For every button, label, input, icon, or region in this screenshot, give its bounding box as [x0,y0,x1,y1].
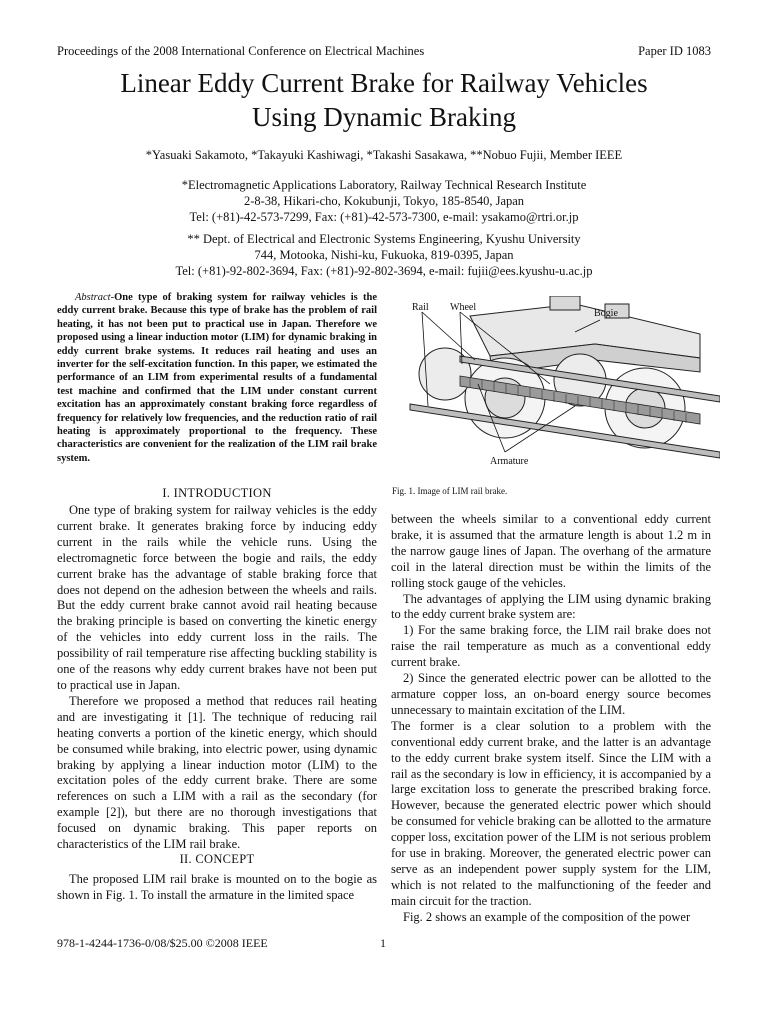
paper-title [0,66,768,134]
copyright-footer: 978-1-4244-1736-0/08/$25.00 ©2008 IEEE [57,936,268,950]
affiliation-2-line-3: Tel: (+81)-92-802-3694, Fax: (+81)-92-802-3694, e-mail: fujii@ees.kyushu-u.ac.jp [175,264,593,278]
concept-body [57,872,377,904]
affiliation-1-line-3: Tel: (+81)-42-573-7299, Fax: (+81)-42-573-7300, e-mail: ysakamo@rtri.or.jp [189,210,579,224]
figure-caption: Fig. 1. Image of LIM rail brake. [392,486,508,496]
affiliation-1-line-2: 2-8-38, Hikari-cho, Kokubunji, Tokyo, 185-8540, Japan [243,194,525,208]
right-paragraph-4: 2) Since the generated electric power can be allotted to the armature copper loss, an on-board energy source becomes unnecessary to maintain excitation of the LIM. [391,671,711,717]
left-column-body [57,503,377,853]
fig-label-wheel: Wheel [450,302,477,313]
right-paragraph-5: The former is a clear solution to a problem with the conventional eddy current brake, and the latter is an advantage to the eddy current brake system itself. Since the LIM with a rail as the secondary is low in efficiency, it is accompanied by a large excitation loss to generate the prescribed braking force. However, because the generated electric power which should be consumed for vehicle braking can be allotted to the armature copper loss, excitation power of the LIM is not serious problem for use in braking. Moreover, the generated electric power can serve as an independent power supply system for the LIM, which is not related to the malfunctioning of the feeder and main circuit for the traction. [391,718,711,908]
section-heading-concept: II. CONCEPT [179,852,255,866]
paper-id: Paper ID 1083 [638,44,711,58]
authors: *Yasuaki Sakamoto, *Takayuki Kashiwagi, *Takashi Sasakawa, **Nobuo Fujii, Member IEEE [145,148,623,162]
right-paragraph-1: between the wheels similar to a conventional eddy current brake, it is assumed that the armature length is about 1.2 m in the narrow gauge lines of Japan. The overhang of the armature coil in the lateral direction must be within the limits of the rolling stock gauge of the vehicles. [391,512,711,590]
fig-label-armature: Armature [490,456,529,467]
fig-label-rail: Rail [412,302,429,313]
right-paragraph-3: 1) For the same braking force, the LIM rail brake does not raise the rail temperature as much as a conventional eddy current brake. [391,623,711,670]
concept-paragraph-1: The proposed LIM rail brake is mounted on to the bogie as shown in Fig. 1. To install the armature in the limited space [57,872,377,902]
affiliation-2-line-2: 744, Motooka, Nishi-ku, Fukuoka, 819-0395, Japan [254,248,514,262]
affiliation-1-line-1: *Electromagnetic Applications Laboratory, Railway Technical Research Institute [181,178,587,192]
fig-label-bogie: Bogie [594,308,618,319]
right-paragraph-2: The advantages of applying the LIM using dynamic braking to the eddy current brake system are: [391,591,711,622]
title-line-2: Using Dynamic Braking [252,102,516,132]
abstract [57,291,377,465]
affiliation-1 [0,177,768,225]
abstract-text: One type of braking system for railway vehicles is the eddy current brake. Because this type of brake has the problem of rail heating, it has not been put to practical use in Japan. Therefore we proposed using a linear induction motor (LIM) for dynamic braking in eddy current brake systems. It reduces rail heating and uses an inverter for the self-excitation function. In this paper, we estimated the performance of an LIM from experimental results of a fundamental test machine and confirmed that the LIM under constant current excitation has an approximately constant braking force regardless of frequency for relatively low frequencies, and the reduction ratio of rail heating is approximately proportional to the frequency. These characteristics are convenient for the realization of the LIM rail brake system. [57,292,377,464]
page-number: 1 [380,936,386,950]
right-paragraph-6: Fig. 2 shows an example of the composition of the power [403,909,691,924]
title-line-1: Linear Eddy Current Brake for Railway Vehicles [120,68,648,98]
section-heading-introduction: I. INTRODUCTION [162,486,272,500]
conference-header: Proceedings of the 2008 International Conference on Electrical Machines [57,44,425,58]
intro-paragraph-2: Therefore we proposed a method that reduces rail heating and are investigating it [1]. The technique of reducing rail heating converts a portion of the kinetic energy, which should be consumed while braking, into electric power, using dynamic braking by applying a linear induction motor (LIM) to the excitation poles of the eddy current brake. There are some references on such a LIM with a rail as the secondary (for example [2]), but there are no thorough investigations that focused on dynamic braking. This paper reports on characteristics of the LIM rail brake. [57,693,377,852]
abstract-label: Abstract- [75,292,115,303]
right-column-body [391,512,711,926]
affiliation-2 [0,231,768,279]
figure-lim-rail-brake [400,296,720,468]
intro-paragraph-1: One type of braking system for railway vehicles is the eddy current brake. It generates braking force by inducing eddy current in the rails while the vehicle runs. Using the electromagnetic force between the bogie and rails, the eddy current brake has the advantage of stable braking force that does not depend on the adhesion between the wheels and rails. But the eddy current brake cannot avoid rail heating because the braking principle is based on converting the kinetic energy of the vehicles into eddy current loss in the rails. The possibility of rail temperature rise affecting buckling stability is one of the reasons why eddy current brakes have not been put to practical use in Japan. [57,503,377,692]
affiliation-2-line-1: ** Dept. of Electrical and Electronic Systems Engineering, Kyushu University [187,232,581,246]
